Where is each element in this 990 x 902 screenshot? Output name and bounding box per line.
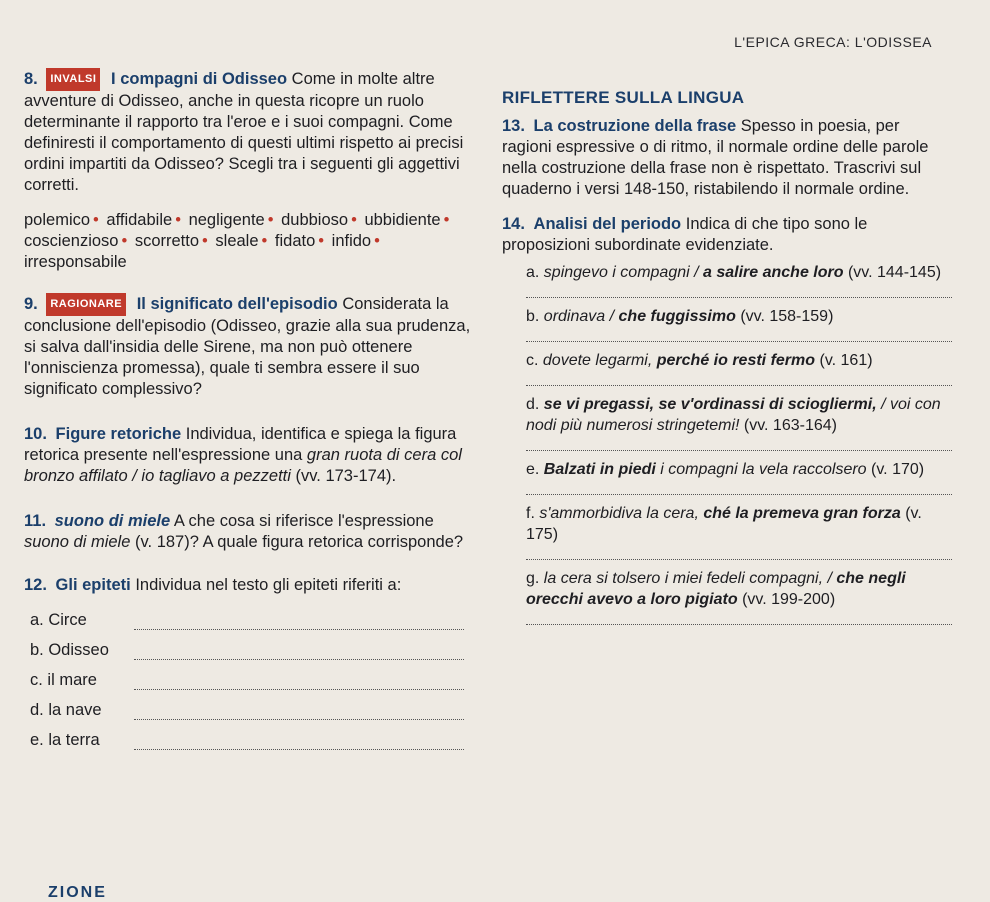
running-header: L'EPICA GRECA: L'ODISSEA — [734, 34, 932, 50]
answer-line[interactable] — [134, 701, 464, 720]
adjective: irresponsabile — [24, 253, 127, 271]
answer-line[interactable] — [134, 671, 464, 690]
exercise-title: Il significato dell'episodio — [136, 295, 338, 313]
answer-line[interactable] — [526, 371, 952, 386]
exercise-number: 9. — [24, 295, 38, 313]
adjective-list: polemico • affidabile • negligente • dubbioso • ubbidiente • coscienzioso • scorretto • sleale • fidato • infido • irresponsabile — [24, 211, 450, 271]
verse-reference: (v. 175) — [526, 505, 922, 543]
invalsi-badge: INVALSI — [46, 68, 100, 91]
exercise-10 — [24, 424, 480, 487]
subordinate-item-a — [526, 262, 952, 298]
exercise-text: Come in molte altre avventure di Odisseo, anche in questa ricopre un ruolo determinante il rapporto tra l'eroe e i suoi compagni. Come definiresti il comportamento di questi ultimi rispetto ai precisi ordini impartiti da Odisseo? Scegli tra i seguenti gli aggettivi corretti. — [24, 70, 464, 194]
exercise-11 — [24, 511, 480, 553]
exercise-title: suono di miele — [54, 512, 171, 530]
exercise-13 — [502, 116, 952, 200]
item-plain-text: i compagni la vela raccolsero — [655, 461, 867, 478]
exercise-text: A che cosa si riferisce l'espressione — [173, 512, 434, 530]
exercise-title: Gli epiteti — [55, 576, 131, 594]
item-plain-text: ordinava / — [543, 308, 619, 325]
item-letter: f. — [526, 505, 535, 522]
exercise-text: Individua, identifica e spiega la figura retorica presente nell'espressione una — [24, 425, 457, 464]
item-letter: g. — [526, 570, 540, 587]
exercise-title: La costruzione della frase — [533, 117, 737, 135]
answer-line[interactable] — [526, 283, 952, 298]
exercise-9 — [24, 293, 480, 400]
exercise-8 — [24, 68, 480, 196]
highlighted-clause: perché io resti fermo — [656, 352, 816, 369]
epithet-row — [24, 660, 480, 690]
exercise-text: Considerata la conclusione dell'episodio (Odisseo, grazie alla sua prudenza, si salva dall'insidia delle Sirene, ma non può ottenere l'onniscienza promessa), quale ti sembra essere il suo significato complessivo? — [24, 295, 471, 398]
highlighted-clause: Balzati in piedi — [543, 461, 656, 478]
verse-reference: (vv. 173-174). — [295, 467, 397, 485]
exercise-number: 12. — [24, 576, 47, 594]
adjective: infido — [331, 232, 372, 250]
exercise-number: 11. — [24, 512, 47, 530]
epithet-label: b. Odisseo — [30, 641, 109, 659]
section-title: RIFLETTERE SULLA LINGUA — [502, 88, 745, 107]
item-letter: a. — [526, 264, 540, 281]
adjective: coscienzioso — [24, 232, 119, 250]
exercise-title: I compagni di Odisseo — [111, 70, 288, 88]
adjective: polemico — [24, 211, 91, 229]
item-plain-text: s'ammorbidiva la cera, — [539, 505, 704, 522]
epithet-label: a. Circe — [30, 611, 87, 629]
verse-reference: (vv. 158-159) — [740, 308, 834, 325]
left-column — [24, 68, 480, 750]
adjective: ubbidiente — [364, 211, 441, 229]
epithet-row — [24, 630, 480, 660]
verse-reference: (vv. 199-200) — [742, 591, 836, 608]
subordinate-item-d — [526, 394, 952, 451]
item-plain-text: / voi con nodi più numerosi stringetemi! — [526, 396, 941, 434]
item-letter: b. — [526, 308, 540, 325]
ragionare-badge: RAGIONARE — [46, 293, 126, 316]
exercise-text: Individua nel testo gli epiteti riferiti a: — [135, 576, 402, 594]
adjective: affidabile — [106, 211, 173, 229]
highlighted-clause: che negli orecchi avevo a loro pigiato — [526, 570, 906, 608]
quoted-expression: suono di miele — [24, 533, 131, 551]
exercise-number: 8. — [24, 70, 38, 88]
adjective: fidato — [274, 232, 316, 250]
adjective: sleale — [215, 232, 259, 250]
verse-reference: (vv. 163-164) — [743, 417, 837, 434]
exercise-14 — [502, 214, 952, 256]
highlighted-clause: se vi pregassi, se v'ordinassi di sciogliermi, — [543, 396, 877, 413]
exercise-text: Spesso in poesia, per ragioni espressive o di ritmo, il normale ordine delle parole nella costruzione della frase non è rispettato. Trascrivi sul quaderno i versi 148-150, ristabilendo il normale ordine. — [502, 117, 929, 198]
exercise-title: Figure retoriche — [55, 425, 182, 443]
epithet-row — [24, 720, 480, 750]
exercise-title: Analisi del periodo — [533, 215, 682, 233]
exercise-text: Indica di che tipo sono le proposizioni subordinate evidenziate. — [502, 215, 868, 254]
subordinate-item-g — [526, 568, 952, 625]
answer-line[interactable] — [526, 436, 952, 451]
epithet-label: e. la terra — [30, 731, 100, 749]
subordinate-item-c — [526, 350, 952, 386]
epithet-label: c. il mare — [30, 671, 97, 689]
epithet-row — [24, 690, 480, 720]
exercise-number: 13. — [502, 117, 525, 135]
answer-line[interactable] — [134, 611, 464, 630]
epithet-row — [24, 600, 480, 630]
verse-reference: (v. 161) — [819, 352, 873, 369]
exercise-number: 10. — [24, 425, 47, 443]
answer-line[interactable] — [134, 641, 464, 660]
epithet-label: d. la nave — [30, 701, 102, 719]
quoted-verse: gran ruota di cera col bronzo affilato / io tagliavo a pezzetti — [24, 446, 462, 485]
cut-off-section-heading: ZIONE — [48, 884, 107, 901]
adjective: scorretto — [134, 232, 200, 250]
answer-line[interactable] — [526, 327, 952, 342]
highlighted-clause: che fuggissimo — [618, 308, 736, 325]
adjective: dubbioso — [281, 211, 349, 229]
highlighted-clause: a salire anche loro — [703, 264, 844, 281]
subordinate-item-b — [526, 306, 952, 342]
item-plain-text: la cera si tolsero i miei fedeli compagni, / — [543, 570, 837, 587]
exercise-12 — [24, 575, 480, 596]
item-letter: d. — [526, 396, 540, 413]
item-letter: c. — [526, 352, 539, 369]
answer-line[interactable] — [526, 545, 952, 560]
epithet-list — [24, 600, 480, 750]
subordinate-item-f — [526, 503, 952, 560]
verse-reference: (vv. 144-145) — [847, 264, 942, 281]
answer-line[interactable] — [526, 480, 952, 495]
answer-line[interactable] — [526, 610, 952, 625]
item-letter: e. — [526, 461, 540, 478]
item-plain-text: dovete legarmi, — [542, 352, 657, 369]
exercise-number: 14. — [502, 215, 525, 233]
verse-reference: (v. 170) — [871, 461, 925, 478]
answer-line[interactable] — [134, 731, 464, 750]
item-plain-text: spingevo i compagni / — [543, 264, 703, 281]
exercise-text-end: (v. 187)? A quale figura retorica corrisponde? — [135, 533, 464, 551]
adjective: negligente — [188, 211, 265, 229]
right-column — [502, 88, 952, 633]
subordinate-item-e — [526, 459, 952, 495]
highlighted-clause: ché la premeva gran forza — [703, 505, 901, 522]
